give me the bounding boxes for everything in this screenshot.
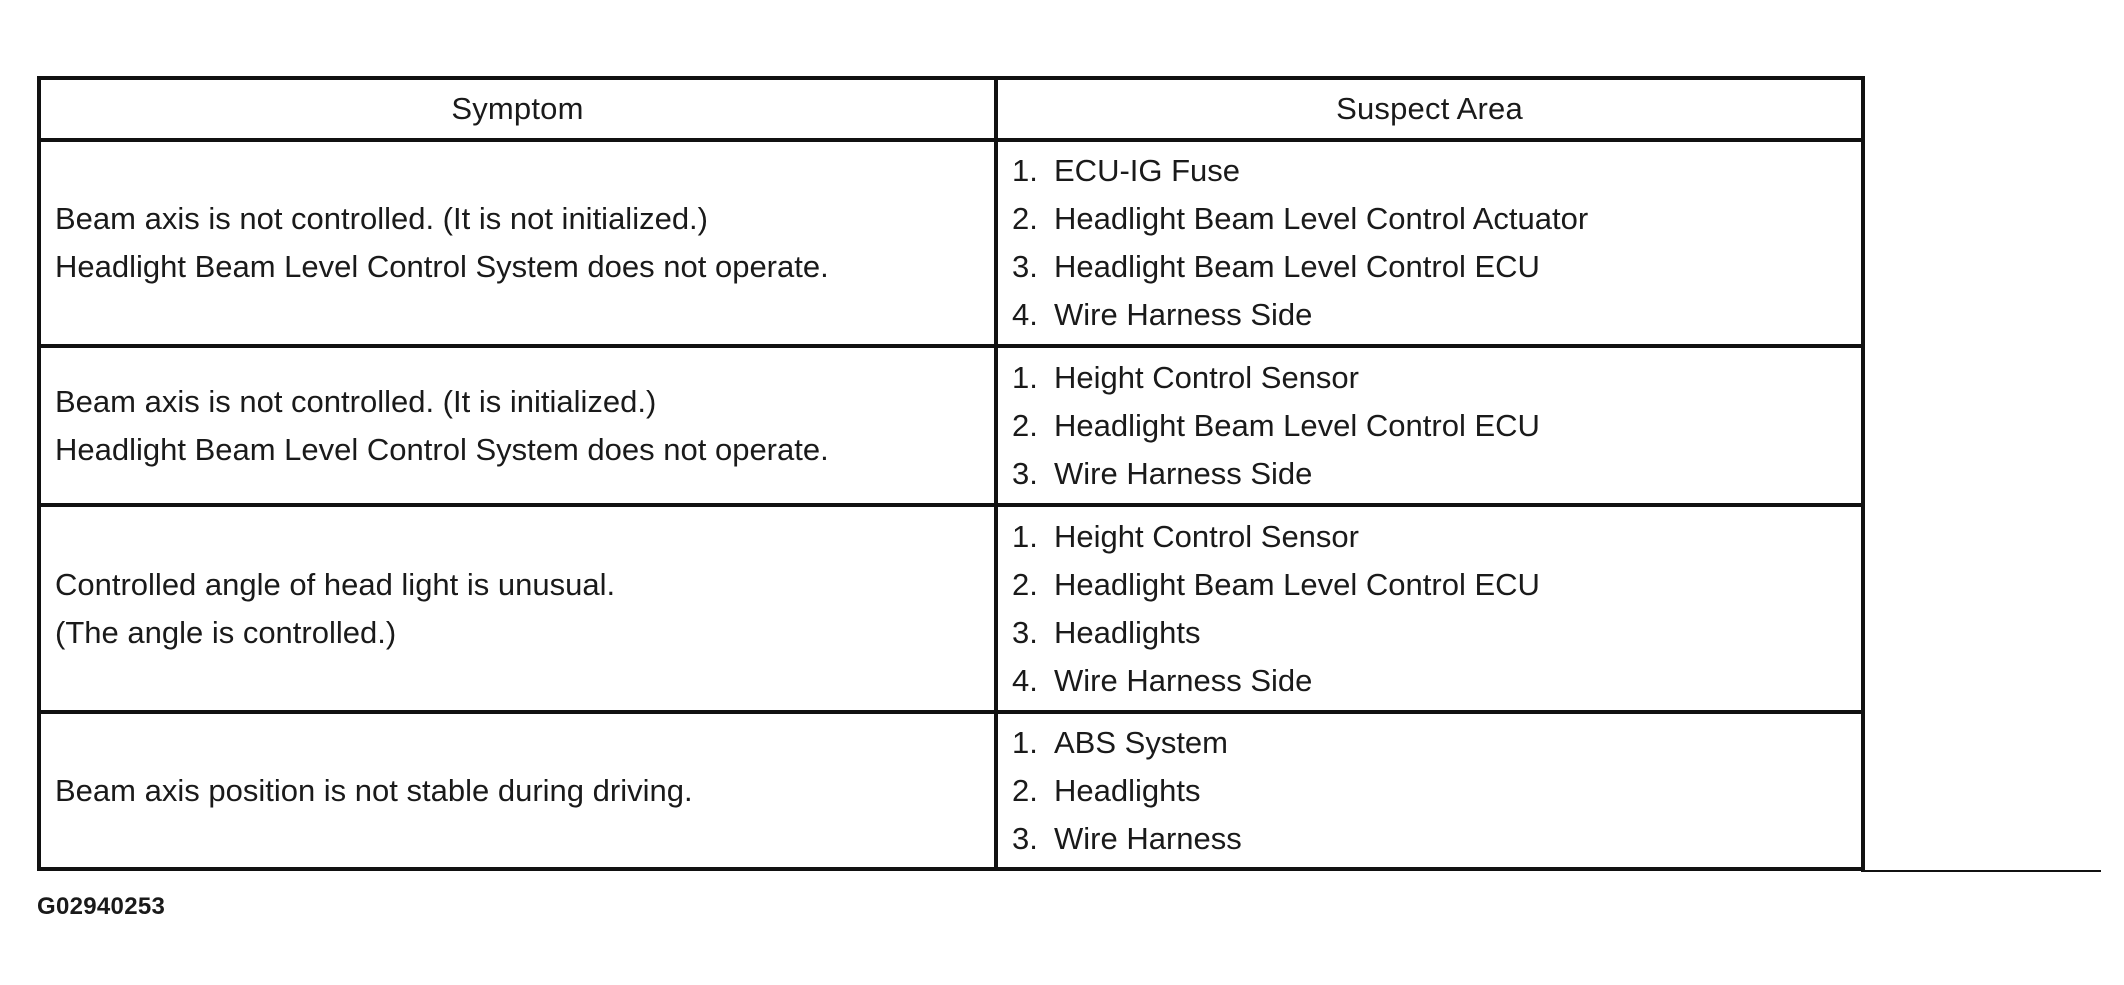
suspect-item-number: 2. — [1012, 407, 1038, 443]
suspect-item — [1012, 609, 1861, 657]
suspect-item-number: 1. — [1012, 359, 1038, 395]
suspect-item-text: Headlight Beam Level Control ECU — [1054, 249, 1540, 284]
column-header-symptom: Symptom — [39, 78, 996, 140]
suspect-item-number: 2. — [1012, 566, 1038, 602]
suspect-item — [1012, 767, 1861, 815]
diagnosis-table-container — [37, 76, 1861, 871]
suspect-item-number: 3. — [1012, 455, 1038, 491]
suspect-item-number: 4. — [1012, 297, 1038, 332]
suspect-item — [1012, 719, 1861, 767]
table-row — [39, 712, 1863, 869]
suspect-item-number: 3. — [1012, 249, 1038, 284]
suspect-item — [1012, 513, 1861, 561]
horizontal-rule — [1861, 870, 2101, 872]
suspect-item-text: Headlights — [1054, 614, 1201, 650]
symptom-cell — [39, 712, 996, 869]
symptom-line: Beam axis position is not stable during driving. — [55, 772, 693, 808]
suspect-item-text: Height Control Sensor — [1054, 518, 1359, 554]
symptom-line: Controlled angle of head light is unusual. — [55, 566, 616, 602]
suspect-item-number: 2. — [1012, 772, 1038, 808]
suspect-item-text: Height Control Sensor — [1054, 359, 1359, 395]
symptom-cell — [39, 505, 996, 712]
suspect-item-text: Headlight Beam Level Control ECU — [1054, 566, 1540, 602]
symptom-line: Beam axis is not controlled. (It is initialized.) — [55, 383, 657, 419]
table-row — [39, 140, 1863, 346]
table-row — [39, 505, 1863, 712]
suspect-item-number: 1. — [1012, 518, 1038, 554]
symptom-suspect-table — [37, 76, 1865, 871]
suspect-item-number: 3. — [1012, 820, 1038, 856]
column-header-suspect-area: Suspect Area — [996, 78, 1863, 140]
suspect-item — [1012, 657, 1861, 705]
figure-code: G02940253 — [37, 893, 166, 920]
suspect-item — [1012, 291, 1861, 339]
symptom-line: Headlight Beam Level Control System does not operate. — [55, 431, 829, 467]
suspect-item-text: Wire Harness Side — [1054, 455, 1313, 491]
suspect-item-text: Wire Harness — [1054, 820, 1242, 856]
table-header-row — [39, 78, 1863, 140]
suspect-item-text: ABS System — [1054, 724, 1228, 760]
table-row — [39, 346, 1863, 505]
suspect-item — [1012, 450, 1861, 498]
suspect-item-number: 1. — [1012, 153, 1038, 188]
suspect-item — [1012, 243, 1861, 291]
suspect-item — [1012, 815, 1861, 863]
suspect-area-cell — [996, 712, 1863, 869]
suspect-item-number: 4. — [1012, 662, 1038, 698]
suspect-item-number: 1. — [1012, 724, 1038, 760]
suspect-item-text: Headlight Beam Level Control Actuator — [1054, 201, 1589, 236]
symptom-line: (The angle is controlled.) — [55, 614, 397, 650]
suspect-item-text: Headlight Beam Level Control ECU — [1054, 407, 1540, 443]
suspect-area-cell — [996, 140, 1863, 346]
suspect-area-cell — [996, 505, 1863, 712]
suspect-item-number: 3. — [1012, 614, 1038, 650]
symptom-line: Beam axis is not controlled. (It is not initialized.) — [55, 201, 708, 236]
suspect-item — [1012, 195, 1861, 243]
suspect-item — [1012, 561, 1861, 609]
symptom-cell — [39, 140, 996, 346]
symptom-cell — [39, 346, 996, 505]
suspect-item-text: Wire Harness Side — [1054, 297, 1313, 332]
suspect-item-text: Wire Harness Side — [1054, 662, 1313, 698]
suspect-area-cell — [996, 346, 1863, 505]
symptom-line: Headlight Beam Level Control System does not operate. — [55, 249, 829, 284]
suspect-item — [1012, 354, 1861, 402]
suspect-item — [1012, 402, 1861, 450]
suspect-item — [1012, 147, 1861, 195]
suspect-item-number: 2. — [1012, 201, 1038, 236]
suspect-item-text: Headlights — [1054, 772, 1201, 808]
suspect-item-text: ECU-IG Fuse — [1054, 153, 1241, 188]
